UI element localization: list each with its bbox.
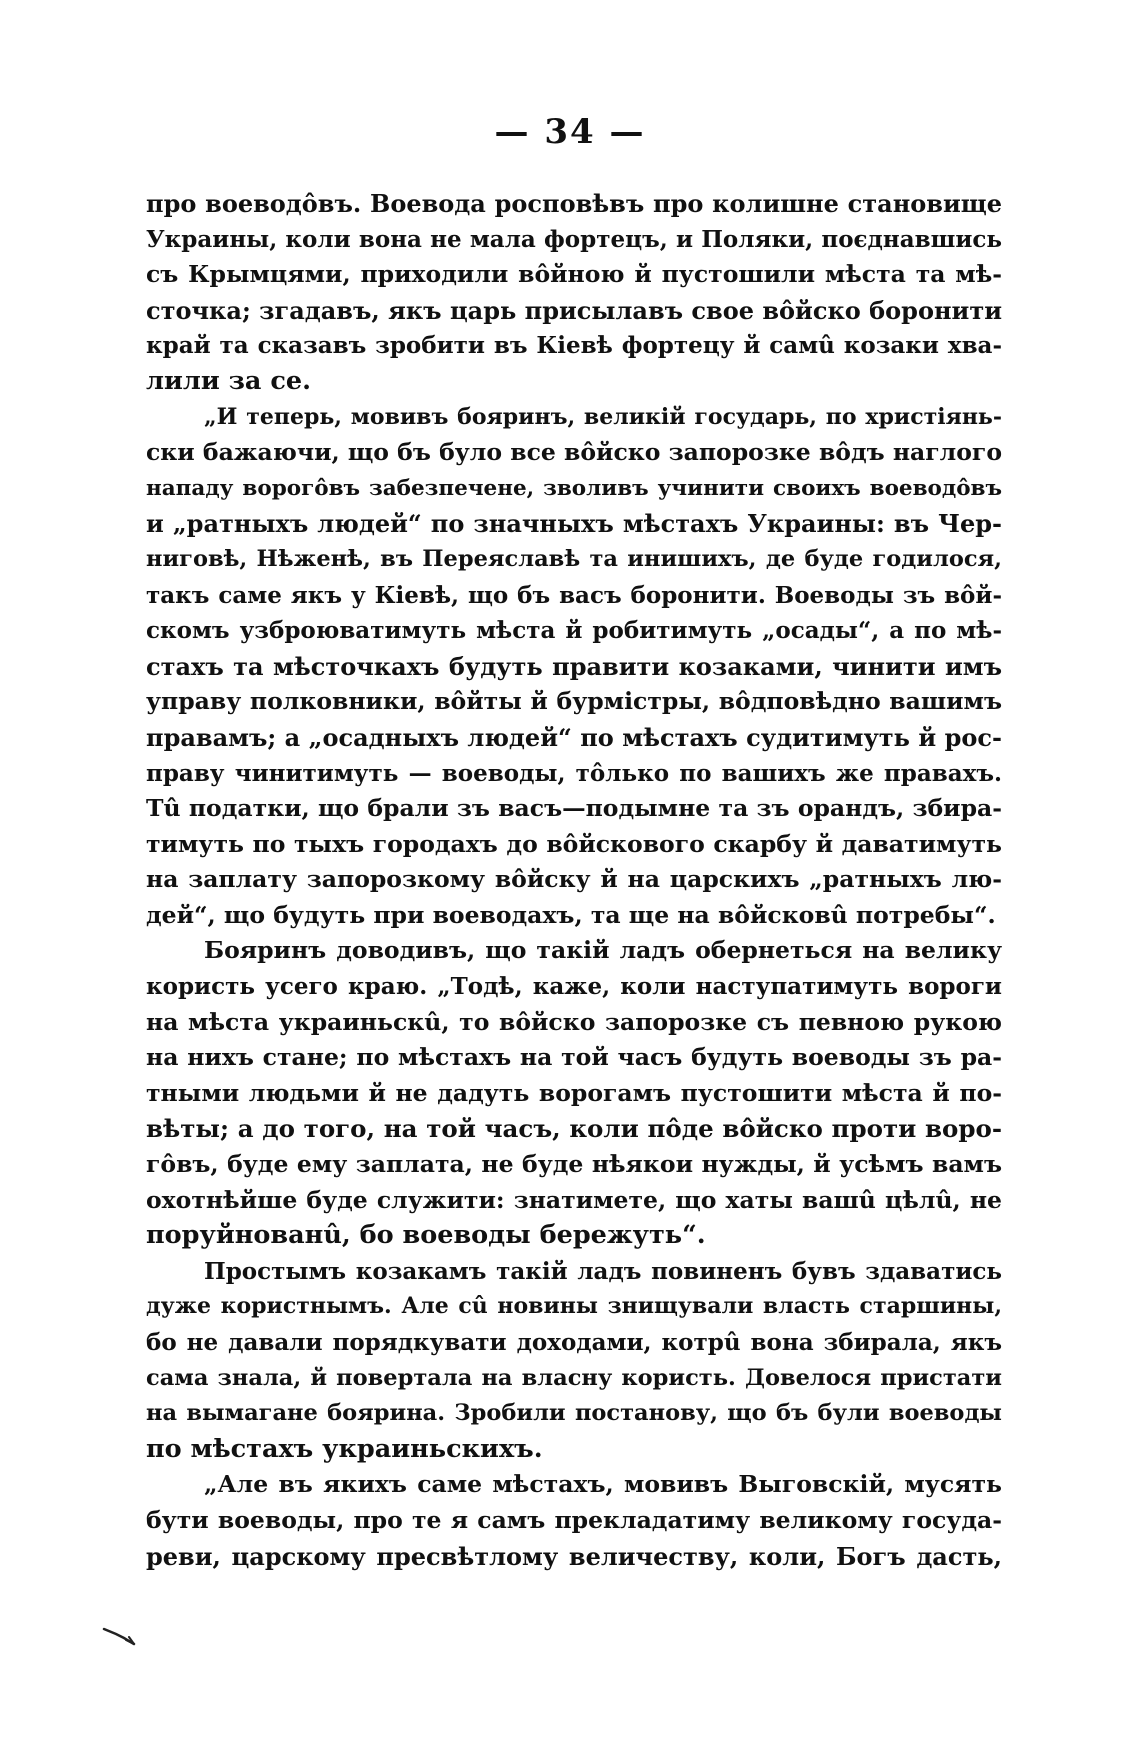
- text-line: ски бажаючи, що бъ було все вôйско запорозке вôдъ наглого: [146, 438, 1002, 467]
- text-line: бути воеводы, про те я самъ прекладатиму великому госуда-: [146, 1505, 1002, 1534]
- text-line: такъ саме якъ у Кіевѣ, що бъ васъ боронити. Воеводы зъ вôй-: [146, 581, 1002, 609]
- text-line: съ Крымцями, приходили вôйною й пустошили мѣста та мѣ-: [146, 260, 1002, 289]
- text-line: вѣты; а до того, на той часъ, коли пôде вôйско проти воро-: [146, 1114, 1002, 1144]
- text-line: охотнѣйше буде служити: знатимете, що хаты вашû цѣлû, не: [146, 1185, 1002, 1214]
- text-line: управу полковники, вôйты й бурмістры, вôдповѣдно вашимъ: [146, 687, 1002, 716]
- text-line: „Але въ якихъ саме мѣстахъ, мовивъ Выговскій, мусять: [204, 1470, 1002, 1499]
- text-line: на мѣста украиньскû, то вôйско запорозке съ певною рукою: [146, 1007, 1002, 1036]
- text-line: Тû податки, що брали зъ васъ—подымне та зъ орандъ, збира-: [146, 794, 1002, 823]
- text-line: на заплату запорозкому вôйску й на царскихъ „ратныхъ лю-: [146, 865, 1002, 894]
- text-line: край та сказавъ зробити въ Кіевѣ фортецу й самû козаки хва-: [146, 332, 1002, 360]
- text-line: по мѣстахъ украиньскихъ.: [146, 1433, 543, 1464]
- text-line: нападу ворогôвъ забезпечене, зволивъ учинити своихъ воеводôвъ: [146, 475, 1002, 501]
- text-line: правамъ; а „осадныхъ людей“ по мѣстахъ судитимуть й рос-: [146, 722, 1002, 752]
- text-line: скомъ узброюватимуть мѣста й робитимуть „осады“, а по мѣ-: [146, 617, 1002, 645]
- text-line: Простымъ козакамъ такій ладъ повиненъ бувъ здаватись: [204, 1257, 1002, 1285]
- text-line: тными людьми й не дадуть ворогамъ пустошити мѣста й по-: [146, 1078, 1002, 1107]
- text-line: стахъ та мѣсточкахъ будуть правити козаками, чинити имъ: [146, 651, 1002, 681]
- text-line: ниговѣ, Нѣженѣ, въ Переяславѣ та инишихъ, де буде годилося,: [146, 545, 1002, 572]
- text-line: дуже користнымъ. Але сû новины знищували власть старшины,: [146, 1293, 1002, 1320]
- text-line: Украины, коли вона не мала фортецъ, и Поляки, поєднавшись: [146, 225, 1002, 253]
- text-line: на вымагане боярина. Зробили постанову, що бъ були воеводы: [146, 1400, 1002, 1427]
- text-line: реви, царскому пресвѣтлому величеству, коли, Богъ дасть,: [146, 1541, 1002, 1571]
- text-line: „И теперь, мовивъ бояринъ, великій государь, по христіянь-: [204, 403, 1002, 430]
- text-line: поруйнованû, бо воеводы бережуть“.: [146, 1220, 706, 1251]
- text-line: праву чинитимуть — воеводы, тôлько по вашихъ же правахъ.: [146, 759, 1002, 787]
- text-line: лили за се.: [146, 365, 311, 396]
- text-line: сама знала, й повертала на власну користь. Довелося пристати: [146, 1364, 1002, 1391]
- text-line: користь усего краю. „Тодѣ, каже, коли наступатимуть вороги: [146, 973, 1002, 1001]
- text-line: и „ратныхъ людей“ по значныхъ мѣстахъ Украины: въ Чер-: [146, 509, 1002, 539]
- stray-pencil-mark: [102, 1626, 136, 1646]
- page-number: — 34 —: [494, 112, 646, 152]
- text-line: сточка; згадавъ, якъ царь присылавъ свое вôйско боронити: [146, 295, 1002, 325]
- text-line: про воеводôвъ. Воевода росповѣвъ про колишне становище: [146, 189, 1002, 218]
- text-line: дей“, що будуть при воеводахъ, та ще на вôйсковû потребы“.: [146, 900, 996, 929]
- text-line: бо не давали порядкувати доходами, котрû вона збирала, якъ: [146, 1329, 1002, 1356]
- text-line: на нихъ стане; по мѣстахъ на той часъ будуть воеводы зъ ра-: [146, 1043, 1002, 1072]
- text-line: Бояринъ доводивъ, що такій ладъ обернеться на велику: [204, 936, 1002, 965]
- text-line: гôвъ, буде ему заплата, не буде нѣякои нужды, й усѣмъ вамъ: [146, 1150, 1002, 1179]
- body-text: [146, 186, 1002, 1574]
- text-line: тимуть по тыхъ городахъ до вôйскового скарбу й даватимуть: [146, 829, 1002, 858]
